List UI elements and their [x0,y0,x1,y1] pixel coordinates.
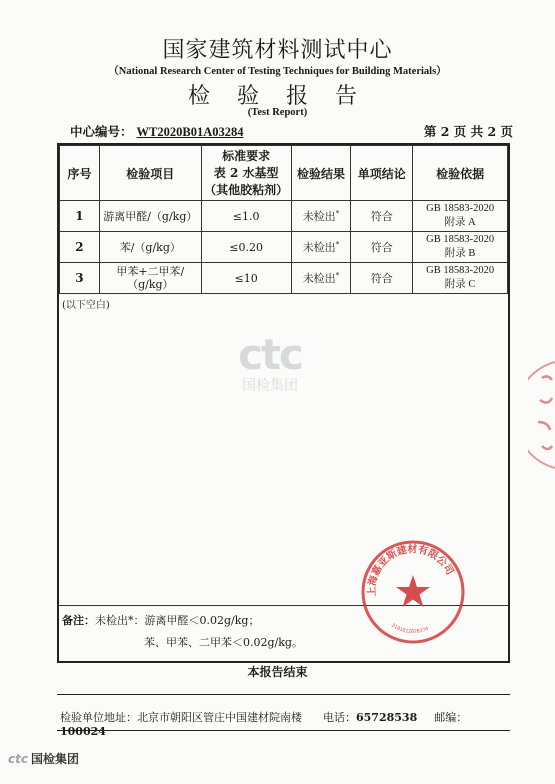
report-title-en: (Test Report) [247,107,308,118]
row-basis-standard: GB 18583-2020 [426,203,495,214]
brand-name: 国检集团 [30,752,79,766]
row-result-mark: * [335,271,340,280]
results-table [59,145,508,294]
partial-side-stamp [528,360,555,470]
company-seal-stamp [358,537,468,647]
svg-text:3101012078374 [390,623,429,636]
footer-divider-bottom [57,730,510,731]
header-item: 检验项目 [99,146,201,201]
address-label: 检验单位地址： [60,711,137,724]
row-result-text: 未检出 [302,272,336,285]
phone-label: 电话： [323,711,356,724]
row-basis [413,232,508,263]
row-item [99,263,201,294]
row-requirement: ≤1.0 [201,201,291,232]
row-index: 1 [60,201,100,232]
report-number [70,122,243,140]
table-row [60,201,508,232]
seal-text: 上海嘉亚斯建材有限公司 [366,544,456,597]
row-conclusion: 符合 [351,263,413,294]
report-number-value: WT2020B01A03284 [136,125,244,139]
row-basis-appendix: 附录 C [444,279,476,290]
header-result: 检验结果 [291,146,351,201]
phone-value: 65728538 [356,711,418,724]
header-index: 序号 [60,146,100,201]
table-header-row [60,146,508,201]
header-requirement-line1: 标准要求 [222,148,271,163]
row-item-text: 游离甲醛/（g/kg） [103,210,198,223]
remarks-label: 备注： [62,614,95,627]
address-value: 北京市朝阳区管庄中国建材院南楼 [137,711,302,724]
organization-name-cn: 国家建筑材料测试中心 [162,38,393,63]
header-requirement-line2: 表 2 水基型 [213,165,279,180]
row-basis-appendix: 附录 B [444,248,476,259]
table-row [60,263,508,294]
remarks [62,610,303,654]
ctc-logo-icon: ctc [8,752,28,766]
row-basis-appendix: 附录 A [444,217,476,228]
row-index: 3 [60,263,100,294]
header-basis: 检验依据 [413,146,508,201]
row-index: 2 [60,232,100,263]
row-result-text: 未检出 [302,241,336,254]
header-conclusion: 单项结论 [351,146,413,201]
postcode-value: 100024 [60,725,106,738]
brand-footer [8,750,79,767]
remarks-line2: 苯、甲苯、二甲苯＜0.02g/kg。 [144,636,303,649]
seal-star-icon [396,575,430,607]
page-indicator: 第 2 页 共 2 页 [423,124,513,139]
row-basis-standard: GB 18583-2020 [426,265,495,276]
organization-name-en: （National Research Center of Testing Techniques for Building Materials） [108,66,447,77]
row-conclusion: 符合 [351,201,413,232]
footer-address [60,709,510,738]
ctc-watermark [210,330,330,395]
row-result-mark: * [335,240,340,249]
seal-number: 3101012078374 [390,622,430,636]
watermark-logo: ctc [238,330,302,379]
row-basis-standard: GB 18583-2020 [426,234,495,245]
report-title-cn: 检 验 报 告 [188,84,367,109]
row-result [291,263,351,294]
remarks-line1: 未检出*：游离甲醛＜0.02g/kg； [95,614,260,627]
watermark-name: 国检集团 [242,378,298,394]
row-item-unit: （g/kg） [127,278,174,291]
header-requirement-line3: （其他胶粘剂） [204,182,289,197]
row-item [99,232,201,263]
header-requirement [201,146,291,201]
row-requirement: ≤10 [201,263,291,294]
row-result-text: 未检出 [302,210,336,223]
row-result-mark: * [335,209,340,218]
postcode-label: 邮编： [434,711,468,724]
row-item-text: 甲苯+二甲苯/ [116,265,185,278]
report-end-text: 本报告结束 [247,665,308,679]
row-item-text: 苯/（g/kg） [119,241,181,254]
report-number-label: 中心编号： [70,124,133,139]
table-row [60,232,508,263]
row-basis [413,201,508,232]
footer-divider-top [57,694,510,695]
blank-below-note: (以下空白) [62,300,110,311]
row-item [99,201,201,232]
row-conclusion: 符合 [351,232,413,263]
row-basis [413,263,508,294]
row-result [291,201,351,232]
row-requirement: ≤0.20 [201,232,291,263]
row-result [291,232,351,263]
